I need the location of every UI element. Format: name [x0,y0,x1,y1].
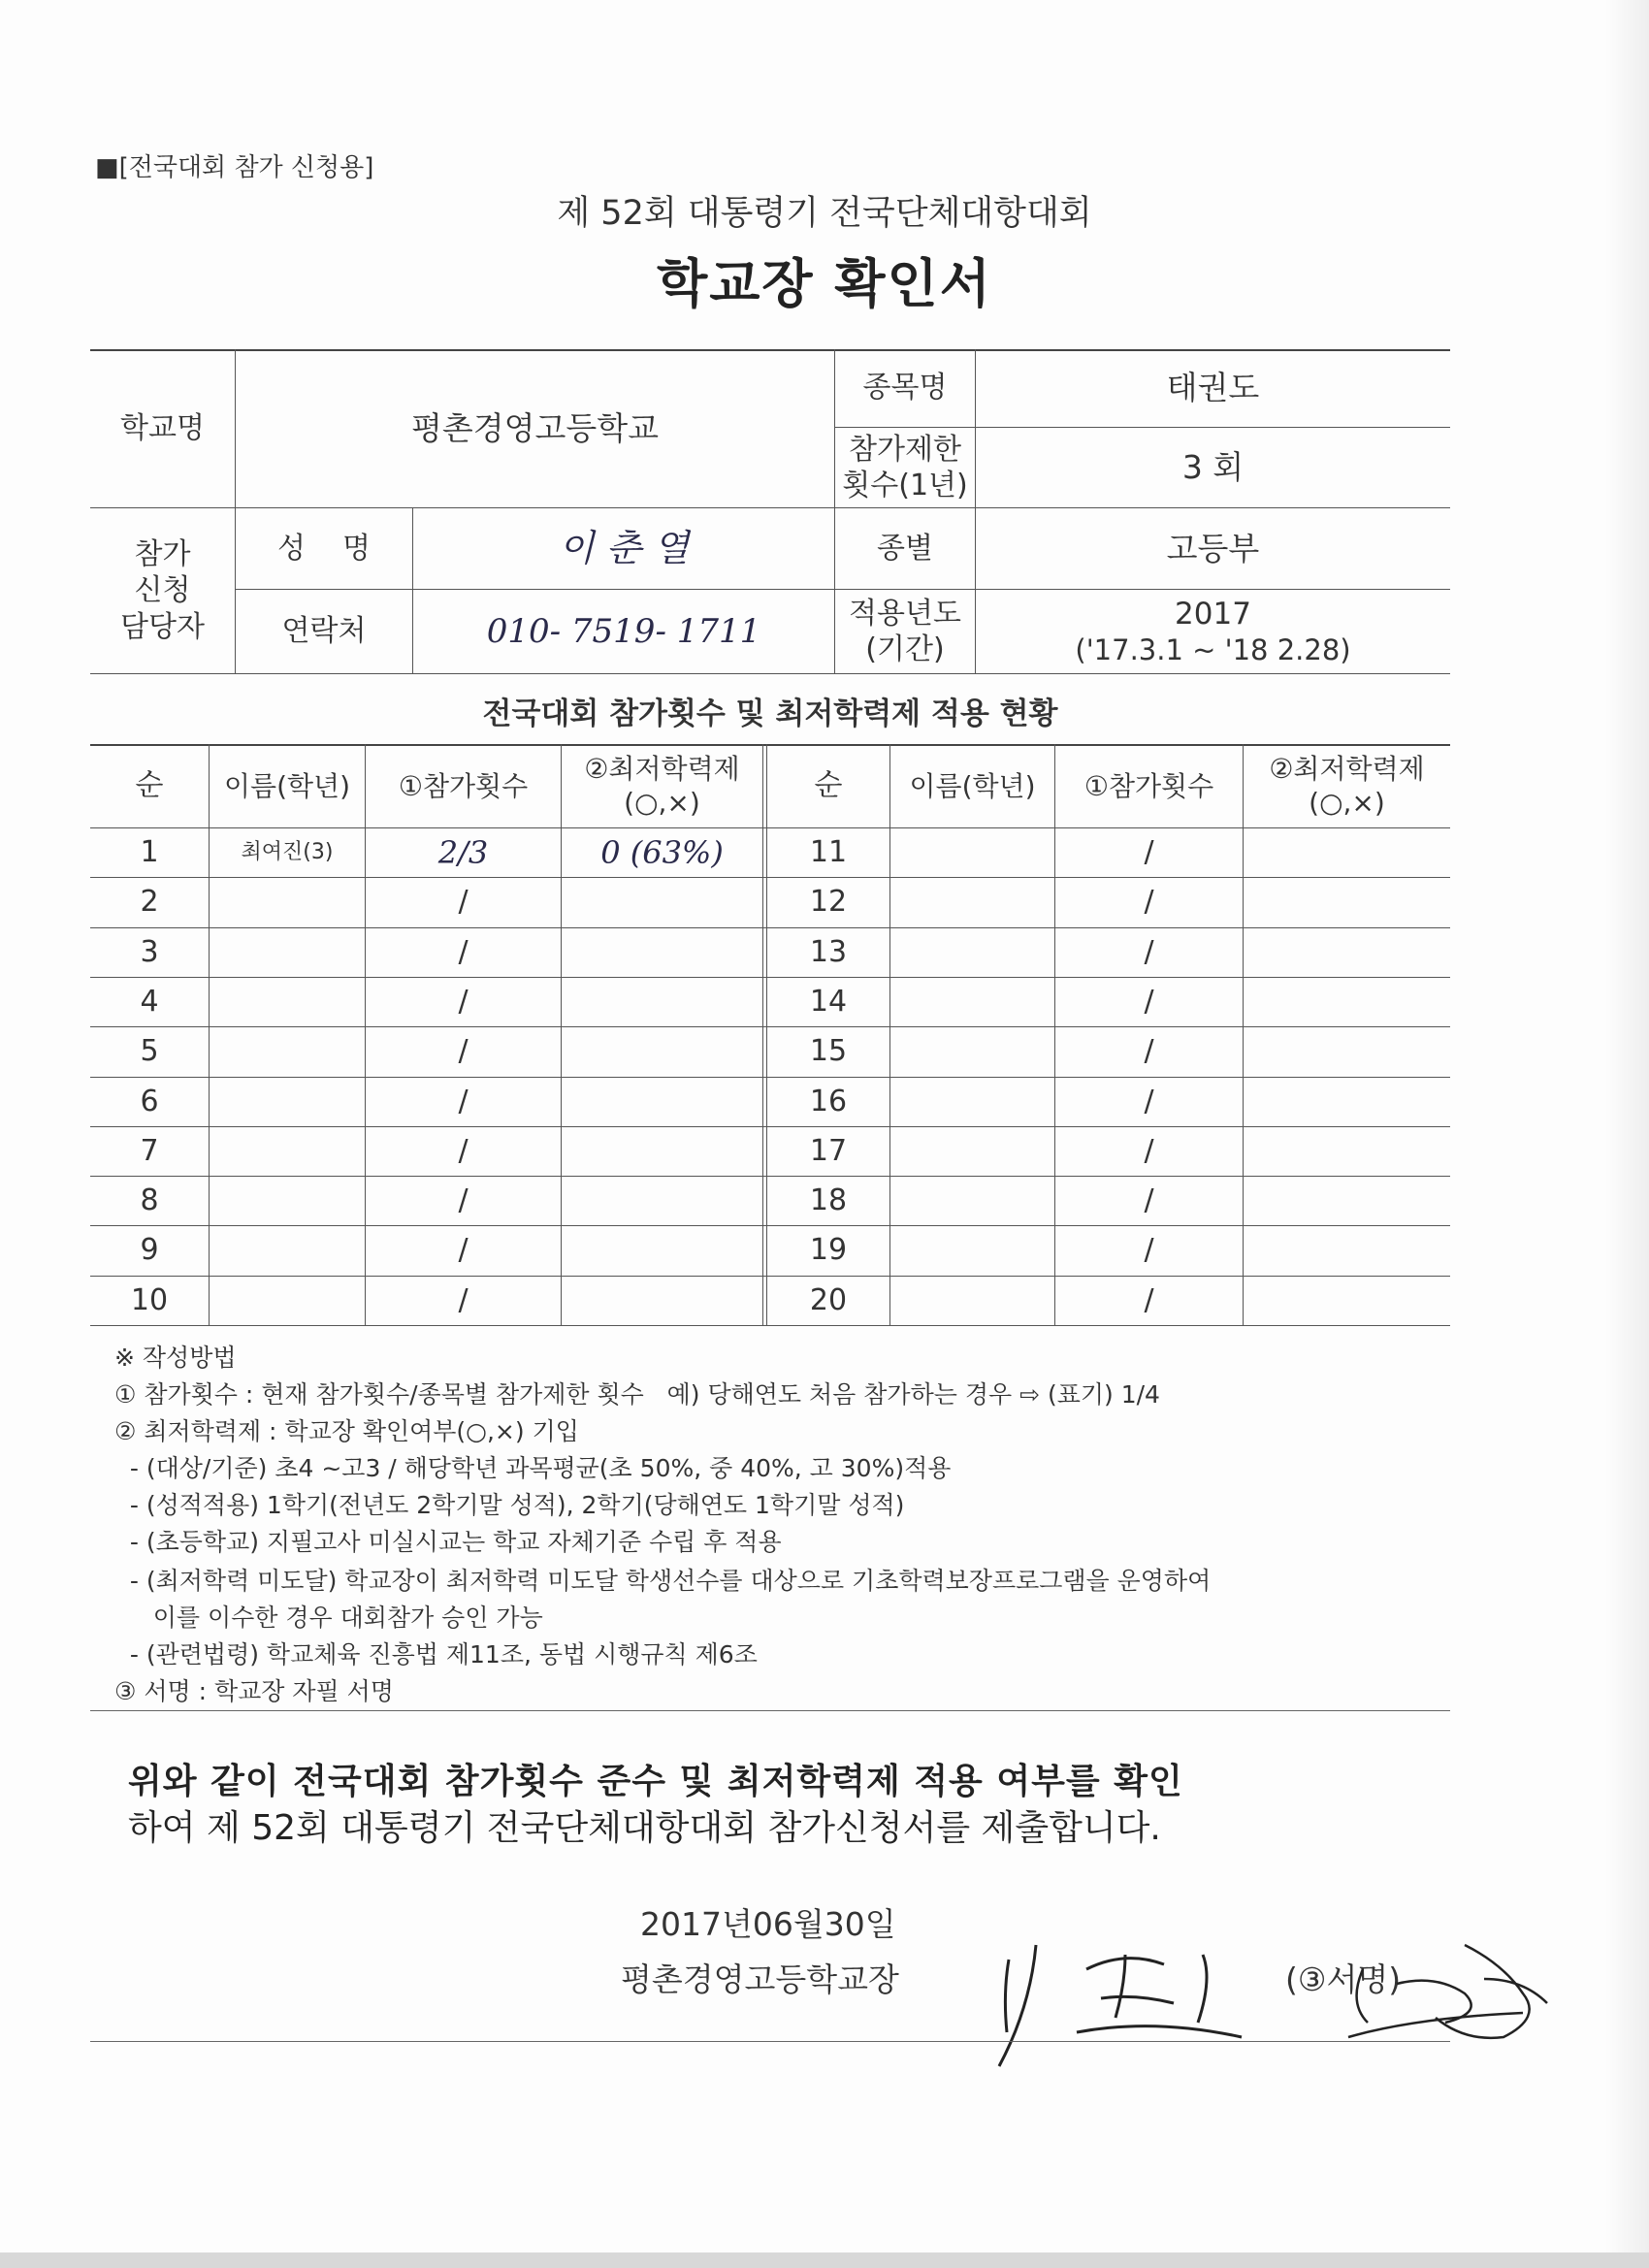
status-cell-name [890,977,1054,1026]
period-value: ('17.3.1 ~ '18 2.28) [1075,633,1351,667]
status-cell-count: / [1144,1033,1154,1068]
status-cell-name: 최여진(3) [241,839,334,864]
status-cell-no: 9 [140,1232,159,1267]
status-cell-name [210,877,365,926]
notes-heading: ※ 작성방법 [114,1344,237,1372]
status-cell-name [210,1225,365,1275]
status-cell-min: 0 (63%) [600,833,724,871]
status-cell-no: 3 [140,934,159,969]
status-cell-count: / [458,1084,469,1118]
status-cell-name [890,1026,1054,1076]
status-cell-count: / [458,1282,469,1317]
status-cell-no: 15 [809,1033,848,1068]
status-table-title: 전국대회 참가횟수 및 최저학력제 적용 현황 [482,697,1058,731]
header-name: 이름(학년) [223,769,351,802]
status-cell-count: / [1144,1183,1154,1217]
status-cell-name [890,827,1054,877]
status-cell-name [890,1176,1054,1225]
status-cell-count: / [458,984,469,1019]
year-value: 2017 [1175,596,1251,632]
status-cell-min [562,1225,762,1275]
scan-bottom-band [0,2252,1649,2268]
note-line: - (대상/기준) 초4 ~고3 / 해당학년 과목평균(초 50%, 중 40%, 고 30%)적용 [114,1454,952,1482]
note-line: - (성적적용) 1학기(전년도 2학기말 성적), 2학기(당해연도 1학기말 성적) [114,1491,905,1519]
status-cell-name [890,1276,1054,1325]
footer-divider [90,2041,1450,2042]
limit-label: 참가제한 횟수(1년) [842,432,968,502]
year-cell [976,590,1450,673]
applicant-label: 참가 신청 담당자 [120,536,205,644]
status-cell-no: 13 [809,934,848,969]
status-cell-name [890,877,1054,926]
status-cell-no: 12 [809,884,848,919]
status-cell-count: / [458,884,469,919]
header-no: 순 [135,768,164,803]
status-cell-no: 2 [140,884,159,919]
status-cell-no: 8 [140,1183,159,1217]
status-cell-name [890,1077,1054,1126]
status-cell-count: / [1144,934,1154,969]
status-cell-no: 7 [140,1133,159,1168]
status-cell-no: 16 [809,1084,848,1118]
name-label: 성 명 [276,531,372,566]
status-cell-min [562,1276,762,1325]
header-no: 순 [814,768,843,803]
event-label: 종목명 [862,371,948,405]
principal-title: 평촌경영고등학교장 [621,1960,899,1998]
status-cell-min [1244,927,1450,977]
header-name: 이름(학년) [909,769,1036,802]
status-cell-name [890,1225,1054,1275]
scan-edge [1605,0,1649,2268]
status-cell-no: 1 [140,834,159,869]
status-cell-no: 11 [809,834,848,869]
status-cell-min [562,1126,762,1176]
status-cell-min [562,1026,762,1076]
status-cell-no: 14 [809,984,848,1019]
principal-signature [980,1926,1562,2071]
status-cell-min [1244,1225,1450,1275]
status-cell-count: / [458,1133,469,1168]
status-cell-name [210,1026,365,1076]
note-line: ② 최저학력제 : 학교장 확인여부(○,×) 기입 [114,1417,579,1445]
declaration-line-1: 위와 같이 전국대회 참가횟수 준수 및 최저학력제 적용 여부를 확인 [128,1762,1183,1801]
status-cell-count: / [458,1232,469,1267]
status-cell-no: 18 [809,1183,848,1217]
status-cell-count: / [1144,1232,1154,1267]
event-value: 태권도 [1166,369,1260,407]
school-label: 학교명 [120,410,205,445]
status-cell-name [210,1077,365,1126]
info-table-bottom-border [90,673,1450,674]
form-tag: ■[전국대회 참가 신청용] [95,153,374,182]
status-cell-no: 17 [809,1133,848,1168]
status-cell-count: / [1144,1084,1154,1118]
status-cell-min [1244,1026,1450,1076]
note-line: - (관련법령) 학교체육 진흥법 제11조, 동법 시행규칙 제6조 [114,1640,758,1669]
header-count: ①참가횟수 [398,769,529,802]
header-min-academic: ②최저학력제 (○,×) [584,753,740,819]
status-cell-min [562,927,762,977]
status-cell-no: 20 [809,1282,848,1317]
note-line: - (최저학력 미도달) 학교장이 최저학력 미도달 학생선수를 대상으로 기초학력보장프로그램을 운영하여 [114,1567,1212,1595]
status-cell-count: 2/3 [437,833,489,871]
division-value: 고등부 [1166,529,1260,567]
contact-label: 연락처 [281,614,367,649]
status-cell-count: / [458,1183,469,1217]
status-cell-no: 10 [130,1282,169,1317]
limit-value: 3 회 [1181,448,1245,487]
status-cell-count: / [1144,1133,1154,1168]
status-cell-min [1244,1126,1450,1176]
competition-subtitle: 제 52회 대통령기 전국단체대항대회 [557,194,1092,233]
status-cell-no: 6 [140,1084,159,1118]
header-count: ①참가횟수 [1083,769,1214,802]
status-cell-name [210,1126,365,1176]
status-cell-count: / [1144,1282,1154,1317]
signature-seal-mark: (③서명) [1285,1960,1402,1998]
status-cell-count: / [458,934,469,969]
applicant-name: 이 춘 열 [558,526,690,569]
status-cell-no: 5 [140,1033,159,1068]
status-cell-name [210,1276,365,1325]
status-cell-min [1244,1176,1450,1225]
status-cell-min [1244,977,1450,1026]
year-label: 적용년도 (기간) [849,596,961,666]
status-cell-min [562,1176,762,1225]
status-row-divider [90,1325,1450,1326]
contact-value: 010- 7519- 1711 [486,611,761,651]
submission-date: 2017년06월30일 [640,1905,896,1943]
status-cell-no: 4 [140,984,159,1019]
document-title: 학교장 확인서 [657,253,992,314]
status-cell-name [210,1176,365,1225]
status-cell-min [1244,1077,1450,1126]
status-cell-count: / [1144,884,1154,919]
status-cell-no: 19 [809,1232,848,1267]
declaration-line-2: 하여 제 52회 대통령기 전국단체대항대회 참가신청서를 제출합니다. [128,1808,1161,1848]
status-cell-min [1244,827,1450,877]
status-cell-name [890,927,1054,977]
status-cell-name [210,977,365,1026]
status-cell-min [1244,877,1450,926]
status-cell-name [890,1126,1054,1176]
note-line: ① 참가횟수 : 현재 참가횟수/종목별 참가제한 횟수 예) 당해연도 처음 참가하는 경우 ⇨ (표기) 1/4 [114,1380,1160,1409]
note-line: ③ 서명 : 학교장 자필 서명 [114,1677,394,1705]
notes-bottom-divider [90,1710,1450,1711]
status-cell-name [210,927,365,977]
status-cell-min [562,877,762,926]
status-cell-count: / [1144,984,1154,1019]
note-line: 이를 이수한 경우 대회참가 승인 가능 [114,1604,543,1632]
school-name: 평촌경영고등학교 [410,408,660,447]
status-center-divider [762,744,763,1326]
status-cell-min [562,977,762,1026]
status-cell-count: / [458,1033,469,1068]
status-cell-min [1244,1276,1450,1325]
status-cell-min [562,1077,762,1126]
note-line: - (초등학교) 지필고사 미실시교는 학교 자체기준 수립 후 적용 [114,1528,782,1556]
status-cell-count: / [1144,834,1154,869]
division-label: 종별 [877,531,933,566]
header-min-academic: ②최저학력제 (○,×) [1269,753,1425,819]
